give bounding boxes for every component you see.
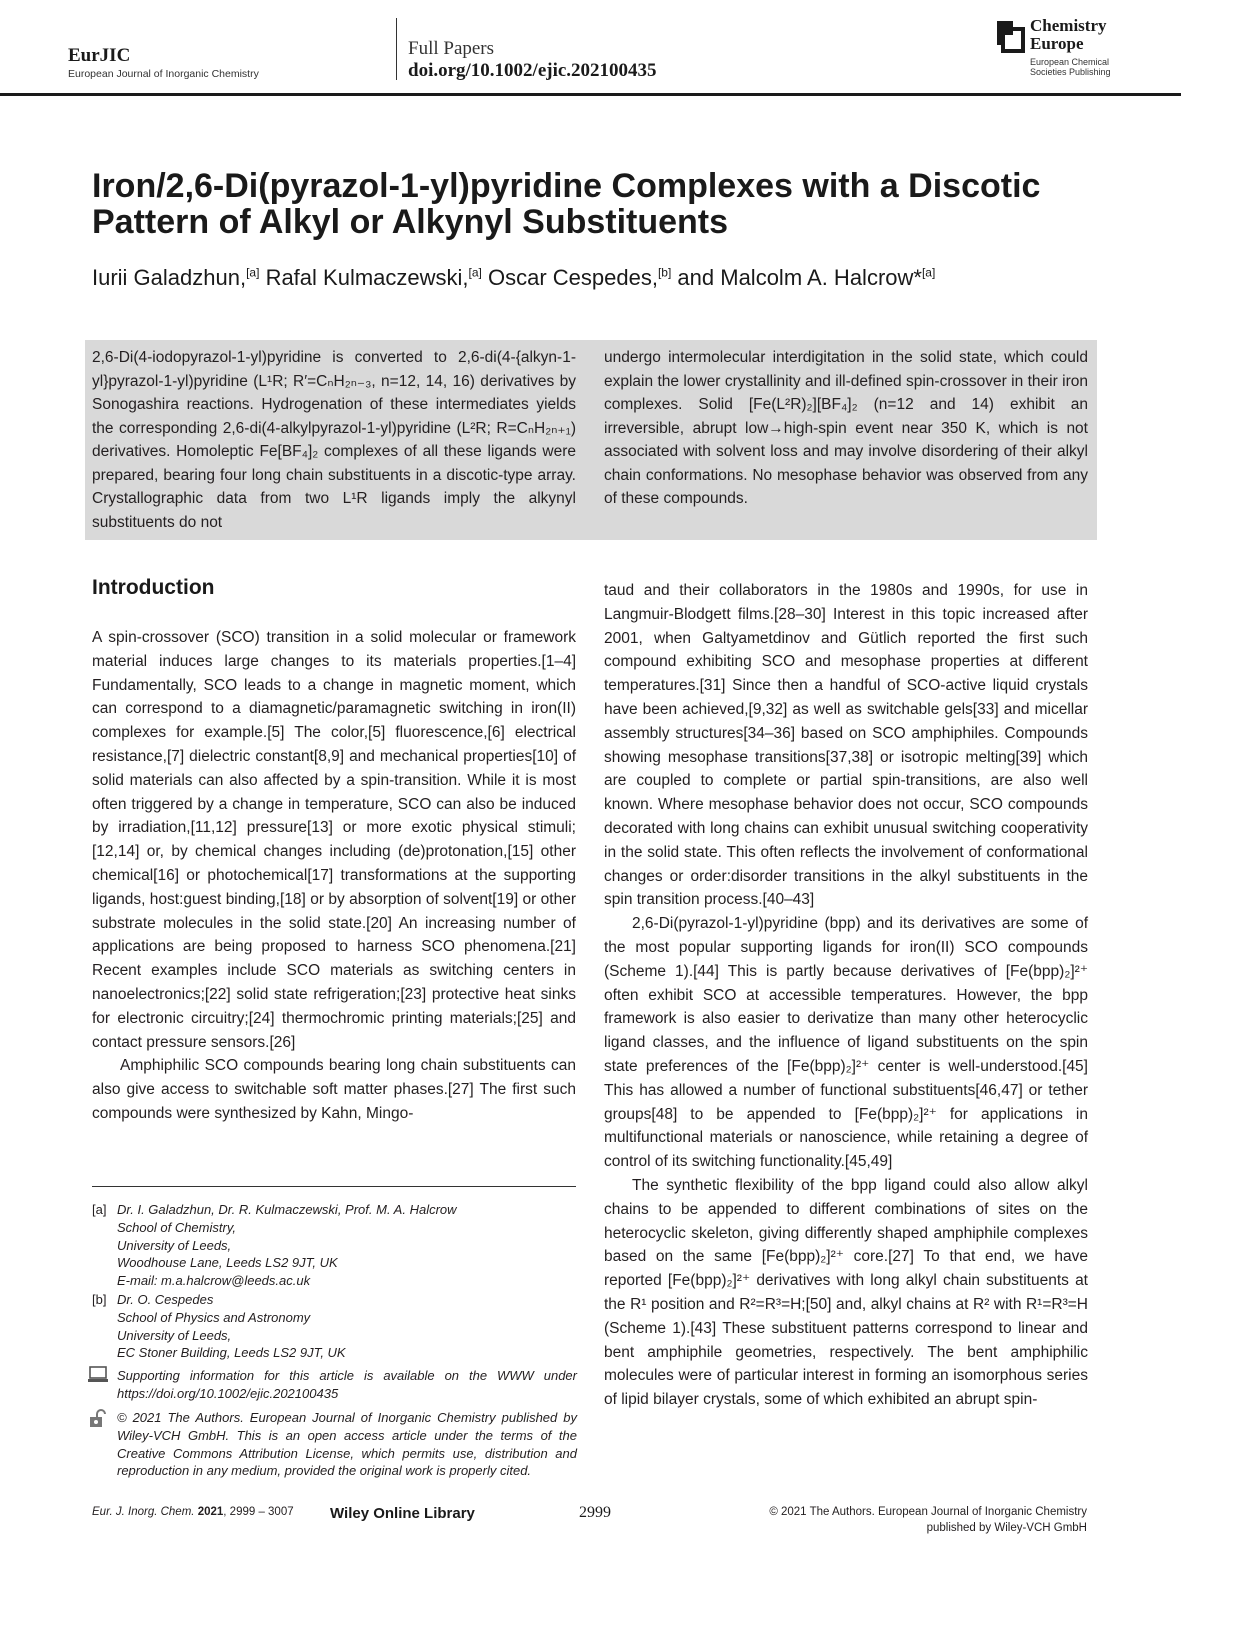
citation xyxy=(92,1506,294,1518)
author-affiliation: [a] xyxy=(468,265,482,280)
author-affiliation: [a] xyxy=(246,265,260,280)
footnote-label-b: [b] xyxy=(92,1292,107,1307)
citation-pages: , 2999 – 3007 xyxy=(223,1506,294,1518)
chemistry-europe-logo-icon xyxy=(995,19,1027,53)
publisher-sub-line1: European Chemical xyxy=(1030,57,1110,67)
body-column-right xyxy=(604,579,1088,1412)
header-rule xyxy=(0,93,1181,96)
abstract-right xyxy=(604,346,1088,511)
header-divider xyxy=(396,18,397,80)
abstract-text-right: undergo intermolecular interdigitation in the solid state, which could explain the lower crystallinity and ill-defined spin-crossover in their iron complexes. Solid [Fe(L²R)₂][BF₄]₂ (n=12 and 14) exhibit an irreversible, abrupt low→high-spin event near 350 K, which is not associated with solvent loss and may involve disordering of their alkyl chain conformations. No mesophase behavior was observed from any of these compounds. xyxy=(604,349,1088,507)
open-lock-icon xyxy=(88,1409,108,1427)
author-name: Iurii Galadzhun, xyxy=(92,265,247,290)
monitor-icon xyxy=(88,1366,108,1384)
author-name: Rafal Kulmaczewski, xyxy=(265,265,469,290)
publisher-name-line2: Europe xyxy=(1030,34,1084,53)
body-paragraph: A spin-crossover (SCO) transition in a solid molecular or framework material induces large changes to its materials properties.[1–4] Fundamentally, SCO leads to a change in magnetic moment, which can correspond to a diamagnetic/paramagnetic switching in iron(II) complexes for example.[5] The color,[5] fluorescence,[6] electrical resistance,[7] dielectric constant[8,9] and mechanical properties[10] of solid materials can also affected by a spin-transition. While it is most often triggered by a change in temperature, SCO can also be induced by irradiation,[11,12] pressure[13] or more exotic physical stimuli;[12,14] or, by chemical changes including (de)protonation,[15] other chemical[16] or photochemical[17] transformations at the supporting ligands, host:guest binding,[18] or by absorption of solvent[19] or other substrate molecules in the solid state.[20] An increasing number of applications are being proposed to harness SCO phenomena.[21] Recent examples include SCO materials as switching centers in nanoelectronics;[22] solid state refrigeration;[23] protective heat sinks for electronic circuitry;[24] thermochromic printing materials;[25] and contact pressure sensors.[26] xyxy=(92,629,576,1051)
publisher-sub-line2: Societies Publishing xyxy=(1030,67,1111,77)
affiliation-line: Dr. O. Cespedes xyxy=(117,1292,214,1307)
affiliation-line: University of Leeds, xyxy=(117,1237,232,1253)
author-list xyxy=(92,265,1102,291)
author-name: and Malcolm A. Halcrow* xyxy=(677,265,922,290)
publisher-name-line1: Chemistry xyxy=(1030,16,1107,35)
body-paragraph: 2,6-Di(pyrazol-1-yl)pyridine (bpp) and its derivatives are some of the most popular supporting ligands for iron(II) SCO compounds (Scheme 1).[44] This is partly because derivatives of [Fe(bpp)₂]²⁺ often exhibit SCO at accessible temperatures. However, the bpp framework is also easier to derivatize than many other heterocyclic ligand classes, and the influence of ligand substituents on the spin state preferences of the [Fe(bpp)₂]²⁺ center is well-understood.[45] This has allowed a number of functional substituents[46,47] or tether groups[48] to be appended to [Fe(bpp)₂]²⁺ for applications in multifunctional materials or nanoscience, while retaining a degree of control of its switching functionality.[45,49] xyxy=(604,915,1088,1171)
footnote-label-a: [a] xyxy=(92,1202,107,1217)
license-note: © 2021 The Authors. European Journal of Inorganic Chemistry published by Wiley-VCH GmbH. This is an open access article under the terms of the Creative Commons Attribution License, which permits use, distribution and reproduction in any medium, provided the original work is properly cited. xyxy=(117,1410,577,1479)
article-title: Iron/2,6-Di(pyrazol-1-yl)pyridine Complexes with a Discotic Pattern of Alkyl or Alkynyl Substituents xyxy=(92,167,1041,241)
wiley-online-library-link[interactable]: Wiley Online Library xyxy=(330,1505,475,1522)
author-affiliation: [b] xyxy=(657,265,672,280)
citation-journal: Eur. J. Inorg. Chem. xyxy=(92,1506,195,1518)
body-paragraph: taud and their collaborators in the 1980s and 1990s, for use in Langmuir-Blodgett films.[28–30] Interest in this topic increased after 2001, when Galtyametdinov and Gütlich reported the first such compound exhibiting SCO and mesophase properties at different temperatures.[31] Since then a handful of SCO-active liquid crystals have been achieved,[9,32] as well as switchable gels[33] and micellar assembly structures[34–36] based on SCO amphiphiles. Compounds showing mesophase transitions[37,38] or isotropic melting[39] which are coupled to complete or partial spin-transitions, are also well known. Where mesophase behavior does not occur, SCO compounds decorated with long chains can exhibit unusual switching cooperativity in the solid state. This often reflects the involvement of conformational changes or order:disorder transitions in the alkyl substituents in the spin transition process.[40–43] xyxy=(604,582,1088,909)
affiliation-line: Dr. I. Galadzhun, Dr. R. Kulmaczewski, Prof. M. A. Halcrow xyxy=(117,1202,457,1217)
affiliation-line: School of Chemistry, xyxy=(117,1219,236,1235)
body-paragraph: Amphiphilic SCO compounds bearing long chain substituents can also give access to switchable soft matter phases.[27] The first such compounds were synthesized by Kahn, Mingo- xyxy=(92,1057,576,1122)
citation-year: 2021 xyxy=(197,1506,224,1518)
affiliation-a xyxy=(117,1201,577,1290)
affiliation-line: School of Physics and Astronomy xyxy=(117,1309,311,1325)
body-column-left xyxy=(92,626,576,1126)
author-name: Oscar Cespedes, xyxy=(487,265,658,290)
affiliation-line: EC Stoner Building, Leeds LS2 9JT, UK xyxy=(117,1345,346,1361)
footnote-rule xyxy=(92,1186,576,1187)
section-label: Full Papers xyxy=(408,38,495,59)
body-paragraph: The synthetic flexibility of the bpp ligand could also allow alkyl chains to be appended to different combinations of sites on the heterocyclic skeleton, giving differently shaped amphiphile complexes based on the same [Fe(bpp)₂]²⁺ core.[27] To that end, we have reported [Fe(bpp)₂]²⁺ derivatives with long alkyl chain substituents at the R¹ position and R²=R³=H;[50] and, alkyl chains at R² with R¹=R³=H (Scheme 1).[43] These substituent patterns correspond to linear and bent amphiphile geometries, respectively. The bent amphiphilic molecules were of particular interest in forming an isomorphous series of lipid bilayer crystals, some of which exhibited an abrupt spin- xyxy=(604,1176,1088,1409)
affiliation-line: Woodhouse Lane, Leeds LS2 9JT, UK xyxy=(117,1255,338,1271)
affiliation-line: University of Leeds, xyxy=(117,1327,232,1343)
journal-abbrev: EurJIC xyxy=(68,45,131,66)
doi-link[interactable]: doi.org/10.1002/ejic.202100435 xyxy=(408,60,657,81)
affiliation-b xyxy=(117,1291,577,1362)
page-number: 2999 xyxy=(579,1504,611,1521)
affiliation-email[interactable]: E-mail: m.a.halcrow@leeds.ac.uk xyxy=(117,1273,311,1289)
abstract-left xyxy=(92,346,576,534)
supporting-info-note: Supporting information for this article is available on the WWW under https://doi.org/10.1002/ejic.202100435 xyxy=(117,1368,577,1401)
journal-name: European Journal of Inorganic Chemistry xyxy=(68,68,259,80)
copyright-line1: © 2021 The Authors. European Journal of Inorganic Chemistry xyxy=(769,1506,1087,1518)
section-heading-introduction: Introduction xyxy=(92,576,215,599)
author-affiliation: [a] xyxy=(921,265,936,280)
copyright-line2: published by Wiley-VCH GmbH xyxy=(926,1522,1087,1534)
abstract-text-left: 2,6-Di(4-iodopyrazol-1-yl)pyridine is converted to 2,6-di(4-{alkyn-1-yl}pyrazol-1-yl)pyridine (L¹R; R′=CₙH₂ₙ₋₃, n=12, 14, 16) derivatives by Sonogashira reactions. Hydrogenation of these intermediates yields the corresponding 2,6-di(4-alkylpyrazol-1-yl)pyridine (L²R; R=CₙH₂ₙ₊₁) derivatives. Homoleptic Fe[BF₄]₂ complexes of all these ligands were prepared, bearing four long chain substituents in a discotic-type array. Crystallographic data from two L¹R ligands imply the alkynyl substituents do not xyxy=(92,349,576,531)
